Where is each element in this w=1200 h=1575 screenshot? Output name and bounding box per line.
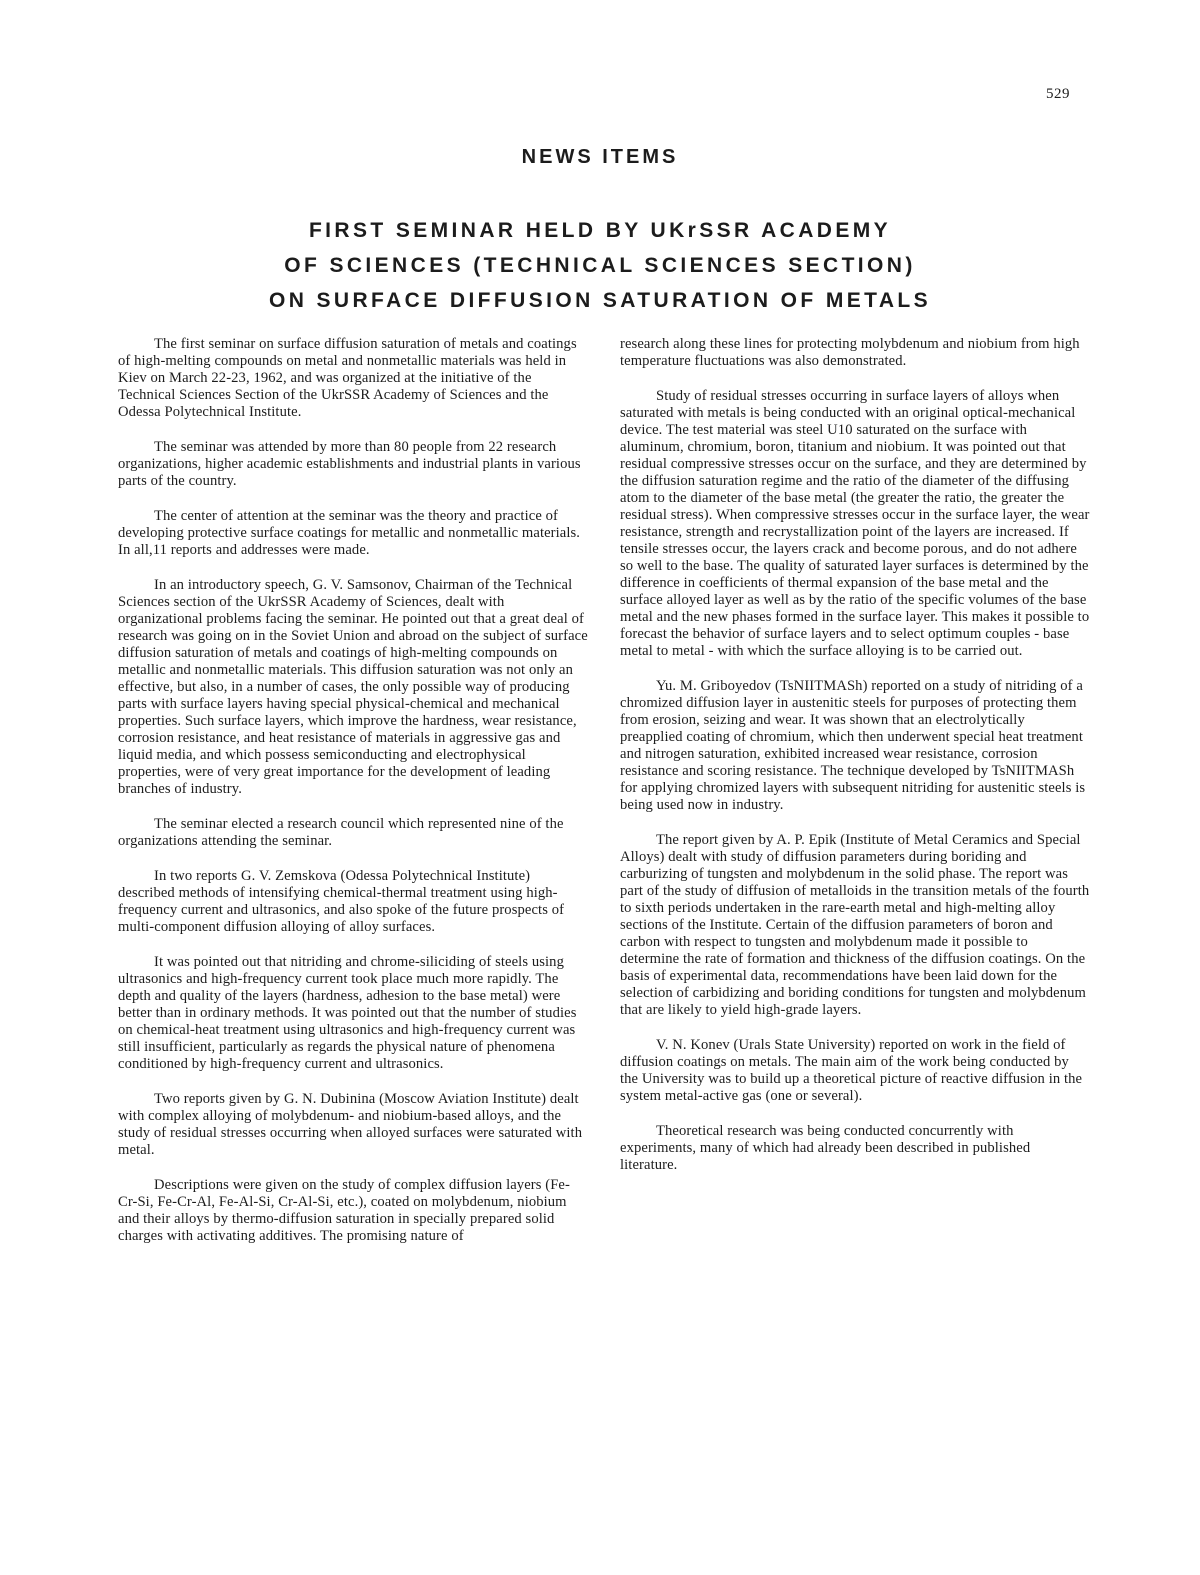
paragraph: In two reports G. V. Zemskova (Odessa Polytechnical Institute) described methods of intensifying chemical-thermal treatment using high-frequency current and ultrasonics, and also spoke of the future prospects of multi-component diffusion alloying of alloy surfaces. <box>118 868 565 935</box>
section-heading: NEWS ITEMS <box>521 146 679 168</box>
paragraph: The first seminar on surface diffusion saturation of metals and coatings of high-melting compounds on metal and nonmetallic materials was held in Kiev on March 22-23, 1962, and was organized at the initiative of the Technical Sciences Section of the UkrSSR Academy of Sciences and the Odessa Polytechnical Institute. <box>118 336 577 420</box>
paragraph: In an introductory speech, G. V. Samsonov, Chairman of the Technical Sciences section of the UkrSSR Academy of Sciences, dealt with organizational problems facing the seminar. He pointed out that a great deal of research was going on in the Soviet Union and abroad on the subject of surface diffusion saturation of metals and coatings of high-melting compounds on metallic and nonmetallic materials. This diffusion saturation was not only an effective, but also, in a number of cases, the only possible way of producing parts with surface layers having special physical-chemical and mechanical properties. Such surface layers, which improve the hardness, wear resistance, corrosion resistance, and heat resistance of materials in aggressive gas and liquid media, and which possess semiconducting and electrophysical properties, were of very great importance for the development of leading branches of industry. <box>118 577 588 797</box>
paragraph: Yu. M. Griboyedov (TsNIITMASh) reported on a study of nitriding of a chromized diffusion layer in austenitic steels for purposes of protecting them from erosion, seizing and wear. It was shown that an electrolytically preapplied coating of chromium, which then underwent special heat treatment and nitrogen saturation, exhibited increased wear resistance, corrosion resistance and scoring resistance. The technique developed by TsNIITMASh for applying chromized layers with subsequent nitriding for austenitic steels is being used now in industry. <box>620 678 1086 813</box>
paragraph: V. N. Konev (Urals State University) reported on work in the field of diffusion coatings on metals. The main aim of the work being conducted by the University was to build up a theoretical picture of reactive diffusion in the system metal-active gas (one or several). <box>620 1037 1083 1104</box>
paragraph: Descriptions were given on the study of complex diffusion layers (Fe-Cr-Si, Fe-Cr-Al, Fe-Al-Si, Cr-Al-Si, etc.), coated on molybdenum, niobium and their alloys by thermo-diffusion saturation in specially prepared solid charges with activating additives. The promising nature of <box>118 1177 570 1244</box>
title-line: FIRST SEMINAR HELD BY UKrSSR ACADEMY <box>308 219 892 242</box>
paragraph: Theoretical research was being conducted concurrently with experiments, many of which had already been described in published literature. <box>620 1123 1031 1173</box>
article-title <box>0 213 1200 318</box>
paragraph: Two reports given by G. N. Dubinina (Moscow Aviation Institute) dealt with complex alloying of molybdenum- and niobium-based alloys, and the study of residual stresses occurring when alloyed surfaces were saturated with metal. <box>118 1091 583 1158</box>
left-column <box>118 336 588 1263</box>
paragraph: It was pointed out that nitriding and chrome-siliciding of steels using ultrasonics and high-frequency current took place much more rapidly. The depth and quality of the layers (hardness, adhesion to the base metal) were better than in ordinary methods. It was pointed out that the number of studies on chemical-heat treatment using ultrasonics and high-frequency current was still insufficient, particularly as regards the physical nature of phenomena conditioned by high-frequency current and ultrasonics. <box>118 954 577 1072</box>
paragraph-continuation: research along these lines for protecting molybdenum and niobium from high temperature fluctuations was also demonstrated. <box>620 336 1080 369</box>
right-column <box>620 336 1090 1192</box>
paragraph: Study of residual stresses occurring in surface layers of alloys when saturated with metals is being conducted with an original optical-mechanical device. The test material was steel U10 saturated on the surface with aluminum, chromium, boron, titanium and niobium. It was pointed out that residual compressive stresses occur on the surface, and they are determined by the diffusion saturation regime and the ratio of the diameter of the diffusing atom to the diameter of the base metal (the greater the ratio, the greater the residual stress). When compressive stresses occur in the surface layer, the wear resistance, strength and recrystallization point of the layers are increased. If tensile stresses occur, the layers crack and become porous, and do not adhere so well to the base. The quality of saturated layer surfaces is determined by the difference in coefficients of thermal expansion of the base metal and the surface alloyed layer as well as by the ratio of the specific volumes of the base metal and the new phases formed in the surface layer. This makes it possible to forecast the behavior of surface layers and to select optimum couples - base metal to metal - with which the surface alloying is to be carried out. <box>620 388 1090 659</box>
page-number: 529 <box>1046 86 1070 102</box>
title-line: OF SCIENCES (TECHNICAL SCIENCES SECTION) <box>284 254 916 277</box>
paragraph: The report given by A. P. Epik (Institute of Metal Ceramics and Special Alloys) dealt with study of diffusion parameters during boriding and carburizing of tungsten and molybdenum in the solid phase. The report was part of the study of diffusion of metalloids in the transition metals of the fourth to sixth periods undertaken in the rare-earth metal and high-melting alloy sections of the Institute. Certain of the diffusion parameters of boron and carbon with respect to tungsten and molybdenum made it possible to determine the rate of formation and thickness of the diffusion coatings. On the basis of experimental data, recommendations have been laid down for the selection of carbidizing and boriding conditions for tungsten and molybdenum that are likely to yield high-grade layers. <box>620 832 1090 1018</box>
paragraph: The center of attention at the seminar was the theory and practice of developing protective surface coatings for metallic and nonmetallic materials. In all,11 reports and addresses were made. <box>118 508 581 558</box>
paragraph: The seminar was attended by more than 80 people from 22 research organizations, higher academic establishments and industrial plants in various parts of the country. <box>118 439 581 489</box>
title-line: ON SURFACE DIFFUSION SATURATION OF METALS <box>268 289 932 312</box>
paragraph: The seminar elected a research council which represented nine of the organizations attending the seminar. <box>118 816 564 849</box>
